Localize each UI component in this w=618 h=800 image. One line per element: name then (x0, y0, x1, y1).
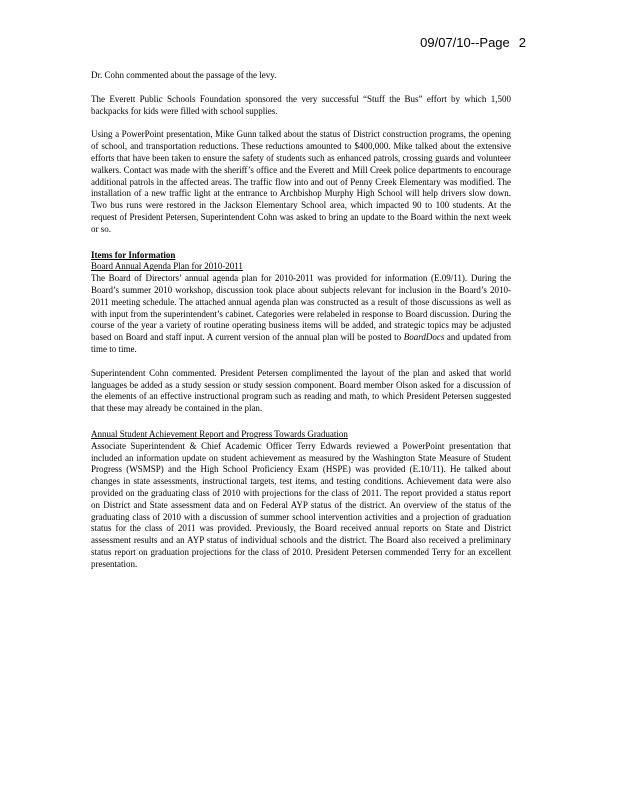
paragraph-achievement-report: Associate Superintendent & Chief Academic Officer Terry Edwards reviewed a PowerPoint presentation that included an information update on student achievement as measured by the Washington State Measure of Student Progress (WSMSP) and the High School Proficiency Exam (HSPE) was provided (E.10/11). He talked about changes in state assessments, instructional targets, test items, and testing conditions. Achievement data were also provided on the graduating class of 2010 with projections for the class of 2011. The report provided a status report on District and State assessment data and on Federal AYP status of the district. An overview of the status of the graduating class of 2010 with a discussion of summer school intervention activities and a projection of graduation status for the class of 2011 was provided. Previously, the Board received annual reports on State and District assessment results and an AYP status of individual schools and the district. The Board also received a preliminary status report on graduation projections for the class of 2010. President Petersen commended Terry for an excellent presentation. (91, 440, 511, 569)
section-heading-items: Items for Information (91, 249, 176, 260)
paragraph-agenda-plan (91, 273, 511, 356)
page-number: 2 (518, 35, 526, 50)
subheading-agenda-plan: Board Annual Agenda Plan for 2010-2011 (91, 261, 243, 272)
paragraph-construction: Using a PowerPoint presentation, Mike Gunn talked about the status of District construction programs, the opening of school, and transportation reductions. These reductions amounted to $400,000. Mike talked about the extensive efforts that have been taken to ensure the safety of students such as enhanced patrols, crossing guards and volunteer walkers. Contact was made with the sheriff’s office and the Everett and Mill Creek police departments to encourage additional patrols in the affected areas. The traffic flow into and out of Penny Creek Elementary was modified. The installation of a new traffic light at the entrance to Archbishop Murphy High School will help drivers slow down. Two bus runs were restored in the Jackson Elementary School area, which impacted 90 to 100 students. At the request of President Petersen, Superintendent Cohn was asked to bring an update to the Board within the next week or so. (91, 129, 511, 234)
agenda-text-a: The Board of Directors’ annual agenda plan for 2010-2011 was provided for information (E.09/11). During the Board’s summer 2010 workshop, discussion took place about subjects relevant for inclusion in the Board’s 2010-2011 meeting schedule. The attached annual agenda plan was constructed as a result of those discussions as well as with input from the superintendent’s cabinet. Categories were relabeled in response to Board discussion. During the course of the year a variety of routine operating business items will be added, and strategic topics may be adjusted based on Board and staff input. A current version of the annual plan will be posted to (91, 273, 511, 343)
subheading-achievement-report: Annual Student Achievement Report and Progress Towards Graduation (91, 428, 348, 439)
boarddocs-text: BoardDocs (403, 332, 445, 343)
page-header (420, 35, 526, 50)
agenda-text-b: and updated from time to time. (91, 332, 511, 354)
paragraph-foundation: The Everett Public Schools Foundation sponsored the very successful “Stuff the Bus” effort by which 1,500 backpacks for kids were filled with school supplies. (91, 93, 511, 116)
header-date: 09/07/10--Page (420, 35, 510, 50)
paragraph-superintendent-comments: Superintendent Cohn commented. President Petersen complimented the layout of the plan and asked that world languages be added as a study session or study session component. Board member Olson asked for a discussion of the elements of an effective instructional program such as reading and math, to which President Petersen suggested that these may already be contained in the plan. (91, 367, 511, 414)
paragraph-levy: Dr. Cohn commented about the passage of the levy. (91, 70, 277, 80)
document-body (91, 70, 511, 582)
